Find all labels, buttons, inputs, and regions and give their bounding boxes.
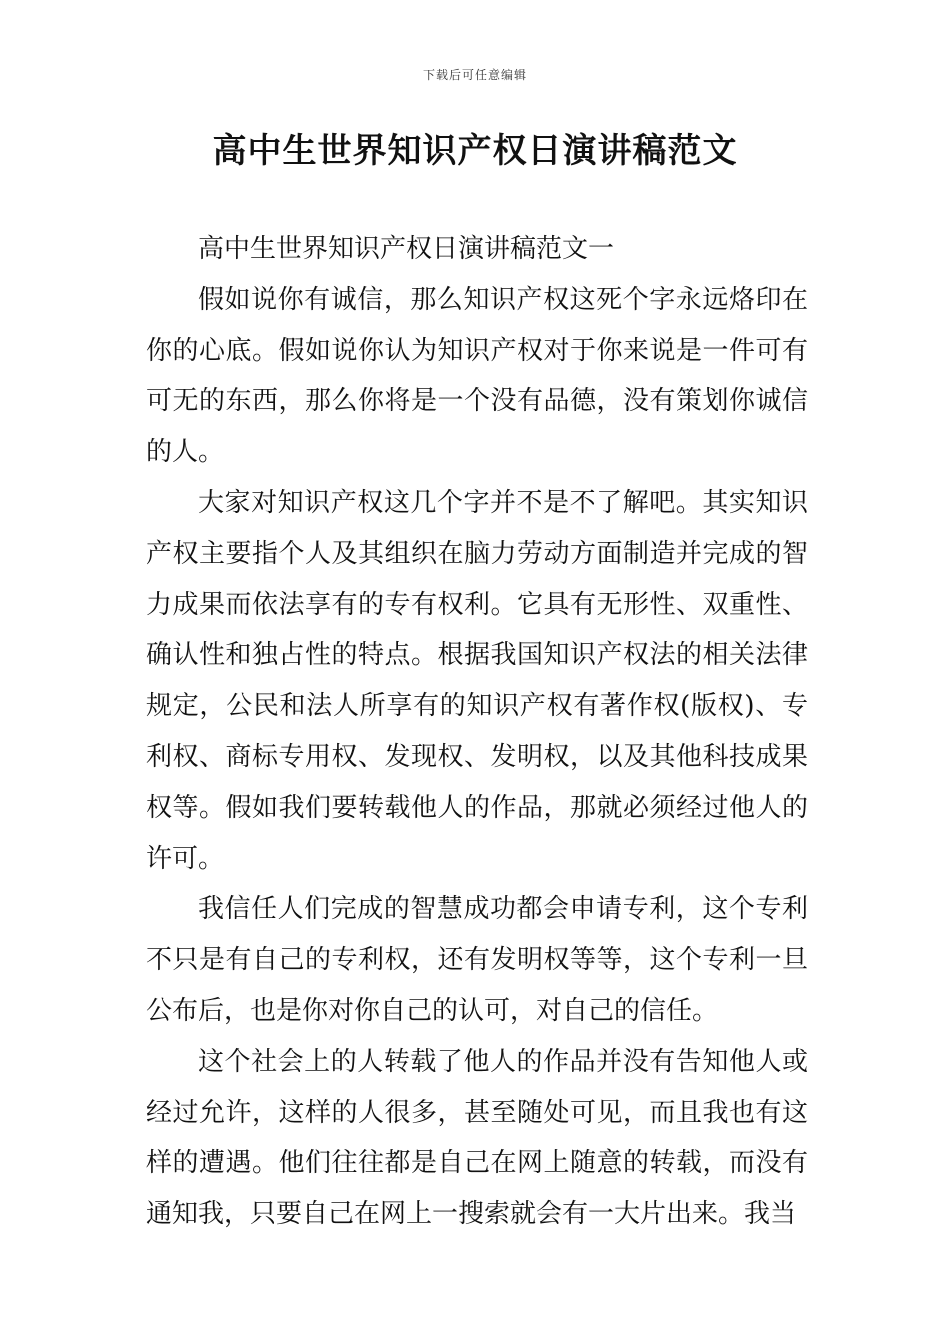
- paragraph: 这个社会上的人转载了他人的作品并没有告知他人或经过允许，这样的人很多，甚至随处可见，而且我也有这样的遭遇。他们往往都是自己在网上随意的转载，而没有通知我，只要自己在网上一搜索就会有一大片出来。我当: [146, 1046, 808, 1230]
- section-heading: 高中生世界知识产权日演讲稿范文一: [198, 234, 615, 264]
- paragraph: 大家对知识产权这几个字并不是不了解吧。其实知识产权主要指个人及其组织在脑力劳动方面制造并完成的智力成果而依法享有的专有权利。它具有无形性、双重性、确认性和独占性的特点。根据我国知识产权法的相关法律规定，公民和法人所享有的知识产权有著作权(版权)、专利权、商标专用权、发现权、发明权，以及其他科技成果权等。假如我们要转载他人的作品，那就必须经过他人的许可。: [146, 487, 808, 874]
- paragraph: 假如说你有诚信，那么知识产权这死个字永远烙印在你的心底。假如说你认为知识产权对于你来说是一件可有可无的东西，那么你将是一个没有品德，没有策划你诚信的人。: [146, 284, 808, 468]
- header-note: 下载后可任意编辑: [422, 68, 527, 82]
- paragraph: 我信任人们完成的智慧成功都会申请专利，这个专利不只是有自己的专利权，还有发明权等等，这个专利一旦公布后，也是你对你自己的认可，对自己的信任。: [146, 894, 808, 1026]
- document-body: [146, 224, 808, 1240]
- document-title: 高中生世界知识产权日演讲稿范文: [212, 131, 738, 171]
